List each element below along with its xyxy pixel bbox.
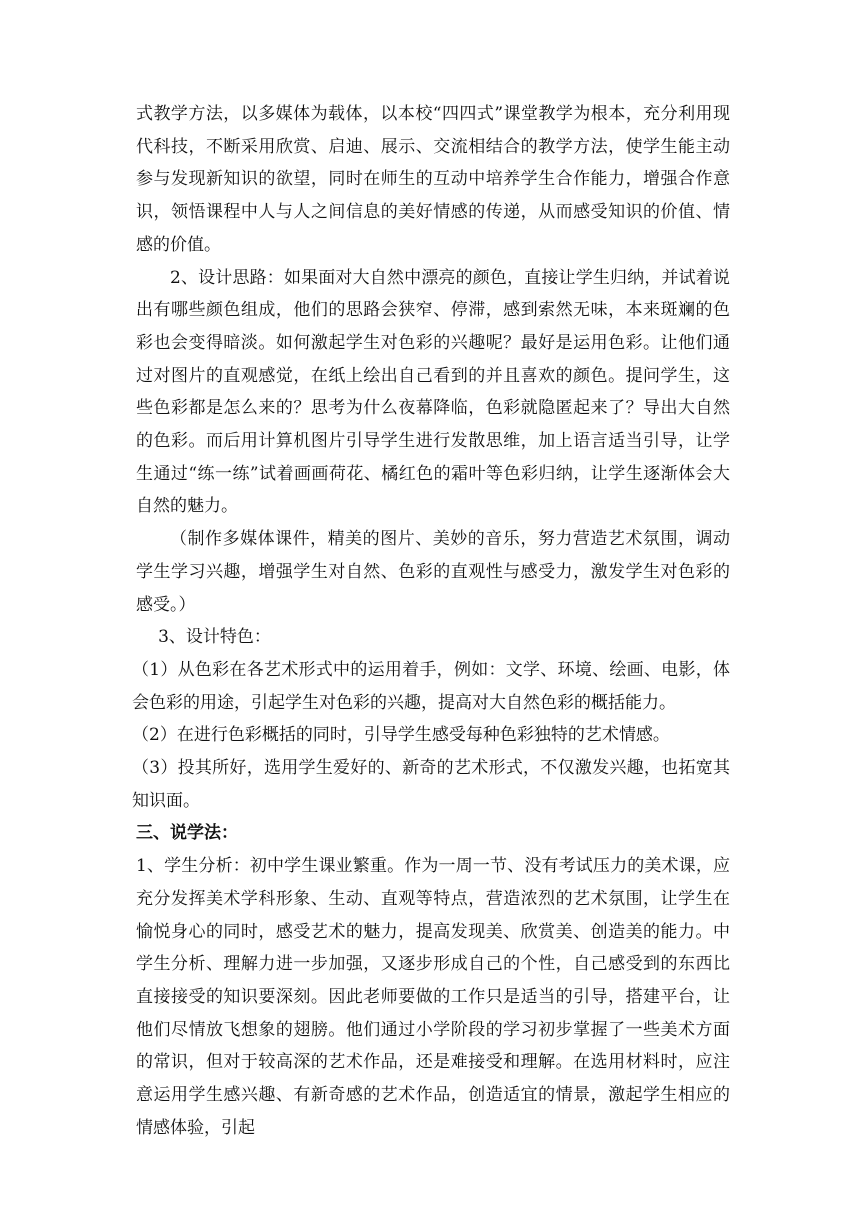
list-item-feature-2: （2）在进行色彩概括的同时，引导学生感受每种色彩独特的艺术情感。: [132, 725, 670, 746]
list-item-feature-1: （1）从色彩在各艺术形式中的运用着手，例如：文学、环境、绘画、电影，体会色彩的用途，引起学生对色彩的兴趣，提高对大自然色彩的概括能力。: [132, 659, 730, 713]
paragraph-student-analysis: 1、学生分析：初中学生课业繁重。作为一周一节、没有考试压力的美术课，应充分发挥美术学科形象、生动、直观等特点，营造浓烈的艺术氛围，让学生在愉悦身心的同时，感受艺术的魅力，提高发现美、欣赏美、创造美的能力。中学生分析、理解力进一步加强，又逐步形成自己的个性，自己感受到的东西比直接接受的知识要深刻。因此老师要做的工作只是适当的引导，搭建平台，让他们尽情放飞想象的翅膀。他们通过小学阶段的学习初步掌握了一些美术方面的常识，但对于较高深的艺术作品，还是难接受和理解。在选用材料时，应注意运用学生感兴趣、有新奇感的艺术作品，创造适宜的情景，激起学生相应的情感体验，引起: [136, 856, 730, 1138]
document-body: [132, 98, 730, 1145]
paragraph-teaching-method: 式教学方法，以多媒体为载体，以本校“四四式”课堂教学为根本，充分利用现代科技，不断采用欣赏、启迪、展示、交流相结合的教学方法，使学生能主动参与发现新知识的欲望，同时在师生的互动中培养学生合作能力，增强合作意识，领悟课程中人与人之间信息的美好情感的传递，从而感受知识的价值、情感的价值。: [136, 104, 730, 255]
paragraph-courseware-note: （制作多媒体课件，精美的图片、美妙的音乐，努力营造艺术氛围，调动学生学习兴趣，增强学生对自然、色彩的直观性与感受力，激发学生对色彩的感受。）: [136, 529, 730, 615]
section-heading-learning-method: 三、说学法：: [136, 823, 238, 844]
list-item-feature-3: （3）投其所好，选用学生爱好的、新奇的艺术形式，不仅激发兴趣，也拓宽其知识面。: [132, 758, 730, 811]
paragraph-design-idea: 2、设计思路：如果面对大自然中漂亮的颜色，直接让学生归纳，并试着说出有哪些颜色组成，他们的思路会狭窄、停滞，感到索然无味，本来斑斓的色彩也会变得暗淡。如何激起学生对色彩的兴趣呢？最好是运用色彩。让他们通过对图片的直观感觉，在纸上绘出自己看到的并且喜欢的颜色。提问学生，这些色彩都是怎么来的？思考为什么夜幕降临，色彩就隐匿起来了？导出大自然的色彩。而后用计算机图片引导学生进行发散思维，加上语言适当引导，让学生通过“练一练”试着画画荷花、橘红色的霜叶等色彩归纳，让学生逐渐体会大自然的魅力。: [136, 267, 730, 517]
paragraph-design-features-title: 3、设计特色：: [158, 627, 271, 648]
